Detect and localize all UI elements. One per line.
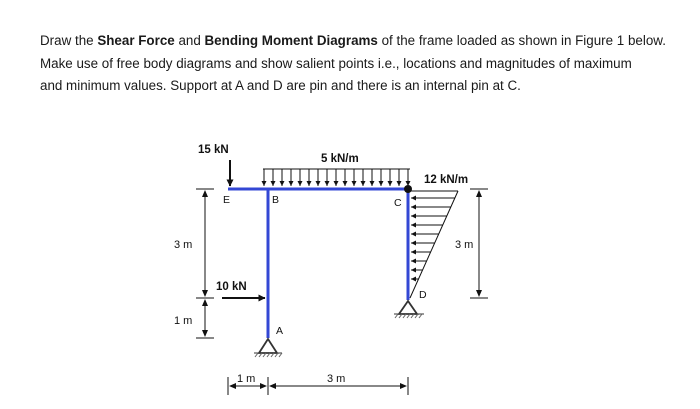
- point-c-label: C: [394, 197, 402, 209]
- udl-arrows: [264, 169, 408, 186]
- pin-support-a: [254, 339, 282, 357]
- dim-left-upper: [174, 189, 214, 298]
- pin-support-d-triangle: [399, 301, 417, 314]
- triangular-load: [410, 174, 468, 298]
- problem-line-2: Make use of free body diagrams and show salient points i.e., locations and magnitudes of maximum: [40, 55, 632, 71]
- load-10kn-label: 10 kN: [216, 281, 247, 293]
- pin-support-d: [394, 301, 424, 318]
- load-10kn: [216, 281, 265, 298]
- load-15kn-label: 15 kN: [198, 144, 229, 156]
- dim-left-lower: [174, 299, 214, 338]
- load-15kn: [198, 144, 230, 186]
- tri-load-label: 12 kN/m: [424, 174, 469, 186]
- point-d-label: D: [419, 289, 427, 301]
- dim-bottom-left-label: 1 m: [237, 373, 256, 385]
- internal-pin-c: [404, 185, 412, 193]
- dim-right-label: 3 m: [455, 239, 474, 251]
- dim-left-upper-label: 3 m: [174, 239, 193, 251]
- point-a-label: A: [276, 325, 284, 337]
- udl-load: [263, 153, 410, 186]
- problem-line-1: Draw the Shear Force and Bending Moment Diagrams of the frame loaded as shown in Figure 1 below.: [40, 33, 666, 48]
- frame-members: [228, 189, 408, 338]
- point-e-label: E: [223, 194, 231, 206]
- point-b-label: B: [272, 194, 280, 206]
- dim-left-lower-label: 1 m: [174, 315, 193, 327]
- problem-line-3: and minimum values. Support at A and D are pin and there is an internal pin at C.: [40, 78, 521, 93]
- dim-right: [455, 189, 488, 298]
- pin-support-a-triangle: [259, 339, 277, 353]
- tri-load-arrows: [411, 198, 455, 279]
- dim-bottom-right-label: 3 m: [327, 373, 346, 385]
- dim-bottom: [228, 373, 408, 395]
- udl-label: 5 kN/m: [321, 153, 359, 165]
